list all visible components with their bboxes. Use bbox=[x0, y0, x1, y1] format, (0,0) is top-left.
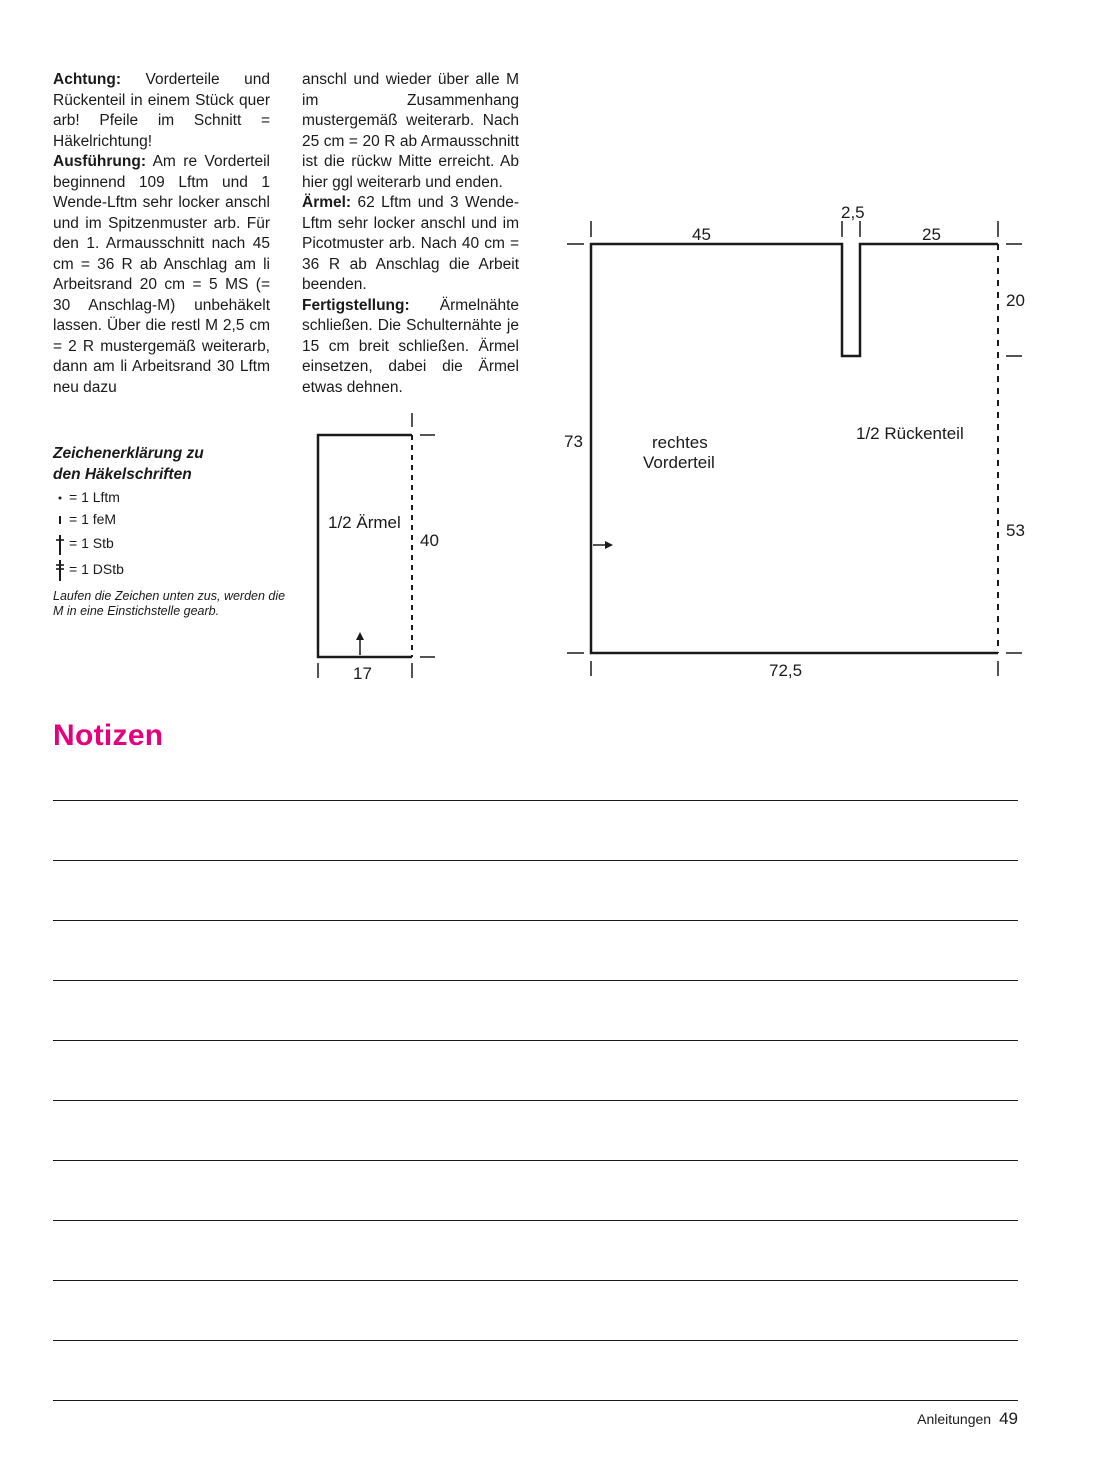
sleeve-outline bbox=[318, 435, 412, 657]
fertigstellung-text: Ärmelnähte schließen. Die Schulternähte je 15 cm breit schließen. Ärmel einsetzen, dabei die Ärmel etwas dehnen. bbox=[302, 296, 519, 396]
note-line bbox=[53, 800, 1018, 801]
body-top-left-measure: 45 bbox=[692, 225, 711, 244]
body-bottom-measure: 72,5 bbox=[769, 661, 803, 680]
legend-text-fem: = 1 feM bbox=[69, 511, 117, 527]
ausfuehrung-label: Ausführung: bbox=[53, 153, 146, 170]
legend-title-line2: den Häkelschriften bbox=[53, 466, 192, 483]
note-line bbox=[53, 1220, 1018, 1221]
footer-section-label: Anleitungen bbox=[917, 1411, 992, 1427]
front-piece-label-line1: rechtes bbox=[652, 433, 708, 452]
sleeve-diagram bbox=[318, 413, 439, 683]
right-arrow-icon bbox=[605, 541, 613, 549]
body-right-upper-measure: 20 bbox=[1006, 291, 1025, 310]
body-right-lower-measure: 53 bbox=[1006, 521, 1025, 540]
legend-note: Laufen die Zeichen unten zus, werden die M in eine Einstichstelle gearb. bbox=[53, 589, 286, 618]
sleeve-width-label: 17 bbox=[353, 664, 372, 683]
page-footer bbox=[917, 1409, 1018, 1429]
sleeve-height-label: 40 bbox=[420, 531, 439, 550]
ausfuehrung-text: Am re Vorderteil beginnend 109 Lftm und 1 Wende-Lftm sehr locker anschl und im Spitzenmuster arb. Für den 1. Armausschnitt nach 45 cm = 36 R ab Anschlag am li Arbeitsrand 20 cm = 5 MS (= 30 Anschlag-M) unbehäkelt lassen. Über die restl M 2,5 cm = 2 R mustergemäß weiterarb, dann am li Arbeitsrand 30 Lftm neu dazu bbox=[53, 153, 270, 396]
legend-text-stb: = 1 Stb bbox=[69, 535, 114, 551]
note-line bbox=[53, 1340, 1018, 1341]
sleeve-label: 1/2 Ärmel bbox=[328, 513, 401, 532]
up-arrow-icon bbox=[356, 632, 364, 640]
pattern-diagrams bbox=[0, 0, 1107, 700]
aermel-label: Ärmel: bbox=[302, 194, 352, 211]
back-piece-label: 1/2 Rückenteil bbox=[856, 424, 964, 443]
note-line bbox=[53, 1040, 1018, 1041]
aermel-text: 62 Lftm und 3 Wende-Lftm sehr locker anschl und im Picotmuster arb. Nach 40 cm = 36 R ab Anschlag die Arbeit beenden. bbox=[302, 194, 519, 293]
legend-title-line1: Zeichenerklärung zu bbox=[53, 445, 204, 462]
body-notch-measure: 2,5 bbox=[841, 203, 865, 222]
notes-title: Notizen bbox=[53, 719, 164, 752]
body-top-right-measure: 25 bbox=[922, 225, 941, 244]
front-piece-label-line2: Vorderteil bbox=[643, 453, 715, 472]
note-line bbox=[53, 1400, 1018, 1401]
fertigstellung-label: Fertigstellung: bbox=[302, 296, 410, 314]
achtung-text: Vorderteile und Rückenteil in einem Stück quer arb! Pfeile im Schnitt = Häkelrichtung! bbox=[53, 71, 270, 150]
note-line bbox=[53, 1280, 1018, 1281]
legend-text-lftm: = 1 Lftm bbox=[69, 489, 120, 505]
legend-text-dstb: = 1 DStb bbox=[69, 561, 124, 577]
page-number: 49 bbox=[999, 1409, 1018, 1428]
body-left-height-measure: 73 bbox=[564, 432, 583, 451]
achtung-label: Achtung: bbox=[53, 71, 122, 88]
continuation-paragraph: anschl und wieder über alle M im Zusammenhang mustergemäß weiterarb. Nach 25 cm = 20 R ab Armausschnitt ist die rückw Mitte erreicht. Ab hier ggl weiterarb und enden. bbox=[302, 71, 519, 191]
note-line bbox=[53, 1160, 1018, 1161]
note-line bbox=[53, 980, 1018, 981]
note-line bbox=[53, 920, 1018, 921]
body-diagram bbox=[564, 203, 1025, 680]
note-line bbox=[53, 860, 1018, 861]
note-line bbox=[53, 1100, 1018, 1101]
